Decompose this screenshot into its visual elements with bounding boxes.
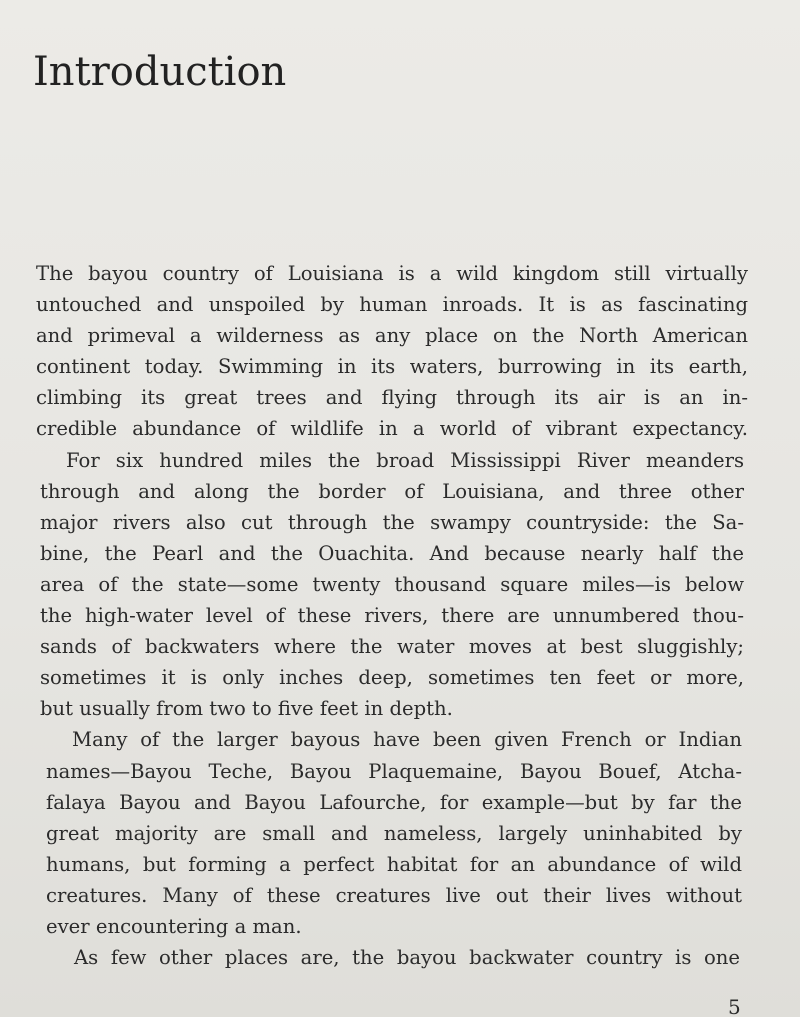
text-line: humans, but forming a perfect habitat for an abundance of wild (46, 852, 742, 876)
text-line: sometimes it is only inches deep, sometimes ten feet or more, (40, 666, 744, 690)
paragraph-2 (40, 445, 744, 725)
body-text (36, 258, 748, 973)
text-line: For six hundred miles the broad Mississippi River meanders (66, 448, 744, 472)
text-line: major rivers also cut through the swampy countryside: the Sa- (40, 510, 744, 534)
text-line: falaya Bayou and Bayou Lafourche, for example—but by far the (46, 790, 742, 814)
chapter-title: Introduction (33, 49, 287, 95)
text-line: bine, the Pearl and the Ouachita. And because nearly half the (40, 541, 744, 565)
paragraph-4 (48, 942, 740, 973)
text-line: and primeval a wilderness as any place on the North American (36, 324, 748, 348)
text-line: untouched and unspoiled by human inroads. It is as fascinating (36, 293, 748, 317)
text-line: but usually from two to five feet in depth. (40, 697, 453, 721)
text-line: the high-water level of these rivers, there are unnumbered thou- (40, 604, 744, 628)
paragraph-3 (46, 724, 742, 942)
text-line: The bayou country of Louisiana is a wild kingdom still virtually (36, 262, 748, 285)
page-number: 5 (728, 996, 741, 1017)
text-line: creatures. Many of these creatures live out their lives without (46, 883, 742, 907)
paragraph-1 (36, 258, 748, 445)
text-line: through and along the border of Louisiana, and three other (40, 479, 744, 503)
text-line: As few other places are, the bayou backwater country is one (74, 946, 740, 970)
text-line: great majority are small and nameless, largely uninhabited by (46, 821, 742, 845)
text-line: Many of the larger bayous have been given French or Indian (72, 728, 742, 752)
text-line: sands of backwaters where the water moves at best sluggishly; (40, 635, 744, 659)
text-line: names—Bayou Teche, Bayou Plaquemaine, Bayou Bouef, Atcha- (46, 759, 742, 783)
text-line: climbing its great trees and flying through its air is an in- (36, 386, 748, 410)
text-line: continent today. Swimming in its waters, burrowing in its earth, (36, 355, 748, 379)
text-line: area of the state—some twenty thousand square miles—is below (40, 572, 744, 596)
text-line: ever encountering a man. (46, 914, 302, 938)
text-line: credible abundance of wildlife in a world of vibrant expectancy. (36, 417, 748, 441)
